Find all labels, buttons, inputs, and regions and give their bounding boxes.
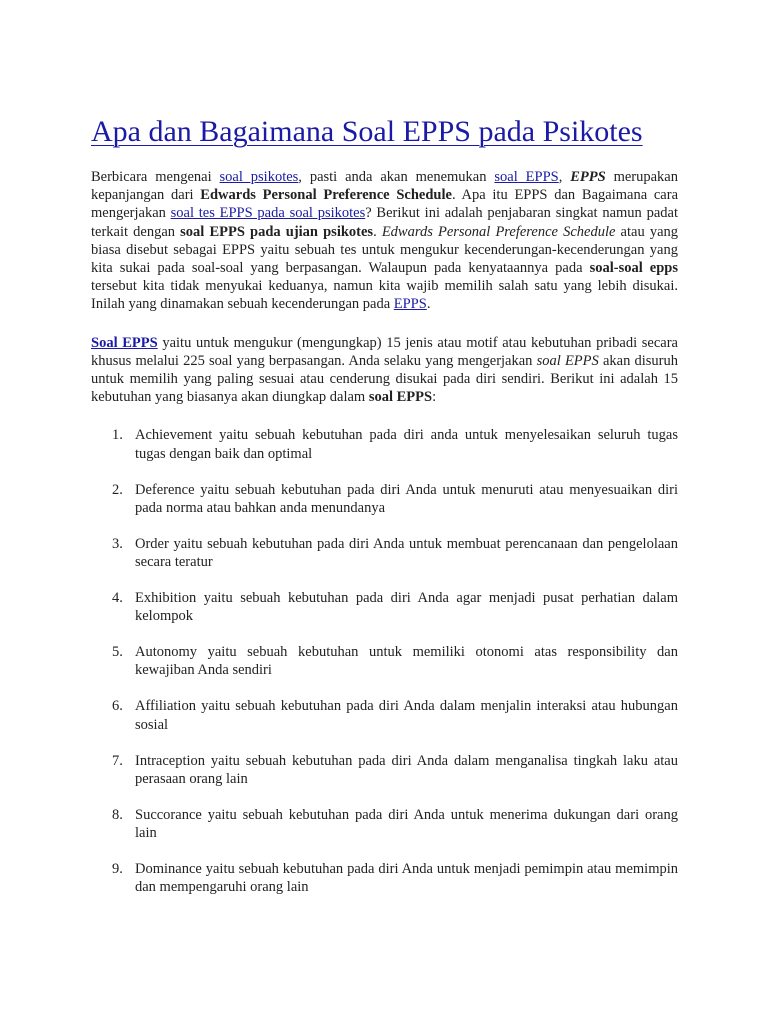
edwards-italic: Edwards Personal Preference Schedule bbox=[381, 223, 616, 240]
para2-text-2: akan disuruh untuk memilih yang paling sesuai atau cenderung disukai pada diri sendiri. Berikut ini adalah 15 kebutuhan yang biasanya akan diungkap dalam bbox=[91, 352, 678, 406]
list-item bbox=[91, 426, 678, 462]
soal-epps-ujian-bold: soal EPPS pada ujian psikotes bbox=[180, 223, 374, 240]
soal-soal-epps-bold: soal-soal epps bbox=[589, 260, 678, 277]
intro-text-9: tersebut kita tidak menyukai keduanya, namun kita wajib memilih salah satu yang lebih disukai. Inilah yang dinamakan sebuah kecenderungan pada bbox=[91, 278, 678, 313]
para2-text-3: : bbox=[432, 389, 437, 406]
second-paragraph bbox=[91, 334, 678, 407]
list-item bbox=[91, 643, 678, 679]
list-text: Affiliation yaitu sebuah kebutuhan pada diri Anda dalam menjalin interaksi atau hubungan sosial bbox=[135, 698, 678, 733]
list-text: Intraception yaitu sebuah kebutuhan pada diri Anda dalam menganalisa tingkah laku atau perasaan orang lain bbox=[135, 752, 678, 787]
article-title-link[interactable]: Apa dan Bagaimana Soal EPPS pada Psikotes bbox=[91, 115, 643, 148]
soal-epps-bold-link[interactable]: Soal EPPS bbox=[91, 334, 158, 351]
list-text: Deference yaitu sebuah kebutuhan pada diri Anda untuk menuruti atau menyesuaikan diri pada norma atau bahkan anda menundanya bbox=[135, 481, 678, 516]
intro-text-4: merupakan kepanjangan dari bbox=[91, 169, 678, 204]
list-number: 4. bbox=[112, 590, 123, 607]
list-text: Order yaitu sebuah kebutuhan pada diri Anda untuk membuat perencanaan dan pengelolaan secara teratur bbox=[135, 535, 678, 571]
list-number: 9. bbox=[112, 861, 123, 878]
intro-text-7: . bbox=[373, 223, 382, 240]
soal-epps-italic: soal EPPS bbox=[536, 352, 599, 369]
list-item bbox=[91, 589, 678, 625]
list-number: 5. bbox=[112, 644, 123, 661]
article-title bbox=[91, 112, 678, 152]
intro-text-3: , bbox=[558, 169, 571, 185]
soal-tes-epps-link[interactable]: soal tes EPPS pada soal psikotes bbox=[170, 205, 366, 222]
list-item bbox=[91, 806, 678, 842]
list-text: Autonomy yaitu sebuah kebutuhan untuk memiliki otonomi atas responsibility dan kewajiban Anda sendiri bbox=[135, 644, 678, 679]
intro-text-2: , pasti anda akan menemukan bbox=[298, 169, 495, 185]
list-number: 7. bbox=[112, 752, 123, 769]
list-text: Exhibition yaitu sebuah kebutuhan pada diri Anda agar menjadi pusat perhatian dalam kelompok bbox=[135, 590, 678, 625]
list-text: Dominance yaitu sebuah kebutuhan pada diri Anda untuk menjadi pemimpin atau memimpin dan mempengaruhi orang lain bbox=[135, 861, 678, 896]
list-number: 2. bbox=[112, 481, 123, 498]
epps-link[interactable]: EPPS bbox=[393, 296, 427, 313]
soal-psikotes-link[interactable]: soal psikotes bbox=[219, 169, 299, 185]
list-number: 1. bbox=[112, 427, 123, 444]
edwards-bold: Edwards Personal Preference Schedule bbox=[200, 187, 452, 204]
list-item bbox=[91, 697, 678, 733]
list-text: Succorance yaitu sebuah kebutuhan pada diri Anda untuk menerima dukungan dari orang lain bbox=[135, 806, 678, 842]
soal-epps-link[interactable]: soal EPPS bbox=[494, 169, 559, 185]
intro-text-8: atau yang biasa disebut sebagai EPPS yaitu sebuah tes untuk mengukur kecenderungan-kecenderungan yang kita sukai pada soal-soal yang berpasangan. Walaupun pada kenyataannya pada bbox=[91, 223, 679, 277]
list-number: 8. bbox=[112, 806, 123, 823]
list-item bbox=[91, 481, 678, 517]
list-item bbox=[91, 860, 678, 896]
list-item bbox=[91, 752, 678, 788]
list-item bbox=[91, 535, 678, 571]
epps-emphasis: EPPS bbox=[570, 169, 606, 185]
list-text: Achievement yaitu sebuah kebutuhan pada diri anda untuk menyelesaikan seluruh tugas tugas dengan baik dan optimal bbox=[135, 427, 678, 462]
intro-text-6: ? Berikut ini adalah penjabaran singkat namun padat terkait dengan bbox=[91, 205, 678, 240]
intro-text-5: . Apa itu EPPS dan Bagaimana cara mengerjakan bbox=[91, 187, 679, 222]
list-number: 3. bbox=[112, 535, 123, 552]
list-number: 6. bbox=[112, 698, 123, 715]
intro-text-10: . bbox=[426, 296, 431, 313]
para2-text-1: yaitu untuk mengukur (mengungkap) 15 jenis atau motif atau kebutuhan pribadi secara khusus melalui 225 soal yang berpasangan. Anda selaku yang mengerjakan bbox=[91, 334, 678, 369]
intro-paragraph bbox=[91, 168, 678, 314]
article bbox=[91, 112, 678, 914]
intro-text-1: Berbicara mengenai bbox=[91, 169, 220, 185]
soal-epps-bold: soal EPPS bbox=[368, 389, 433, 406]
needs-list bbox=[91, 426, 678, 896]
